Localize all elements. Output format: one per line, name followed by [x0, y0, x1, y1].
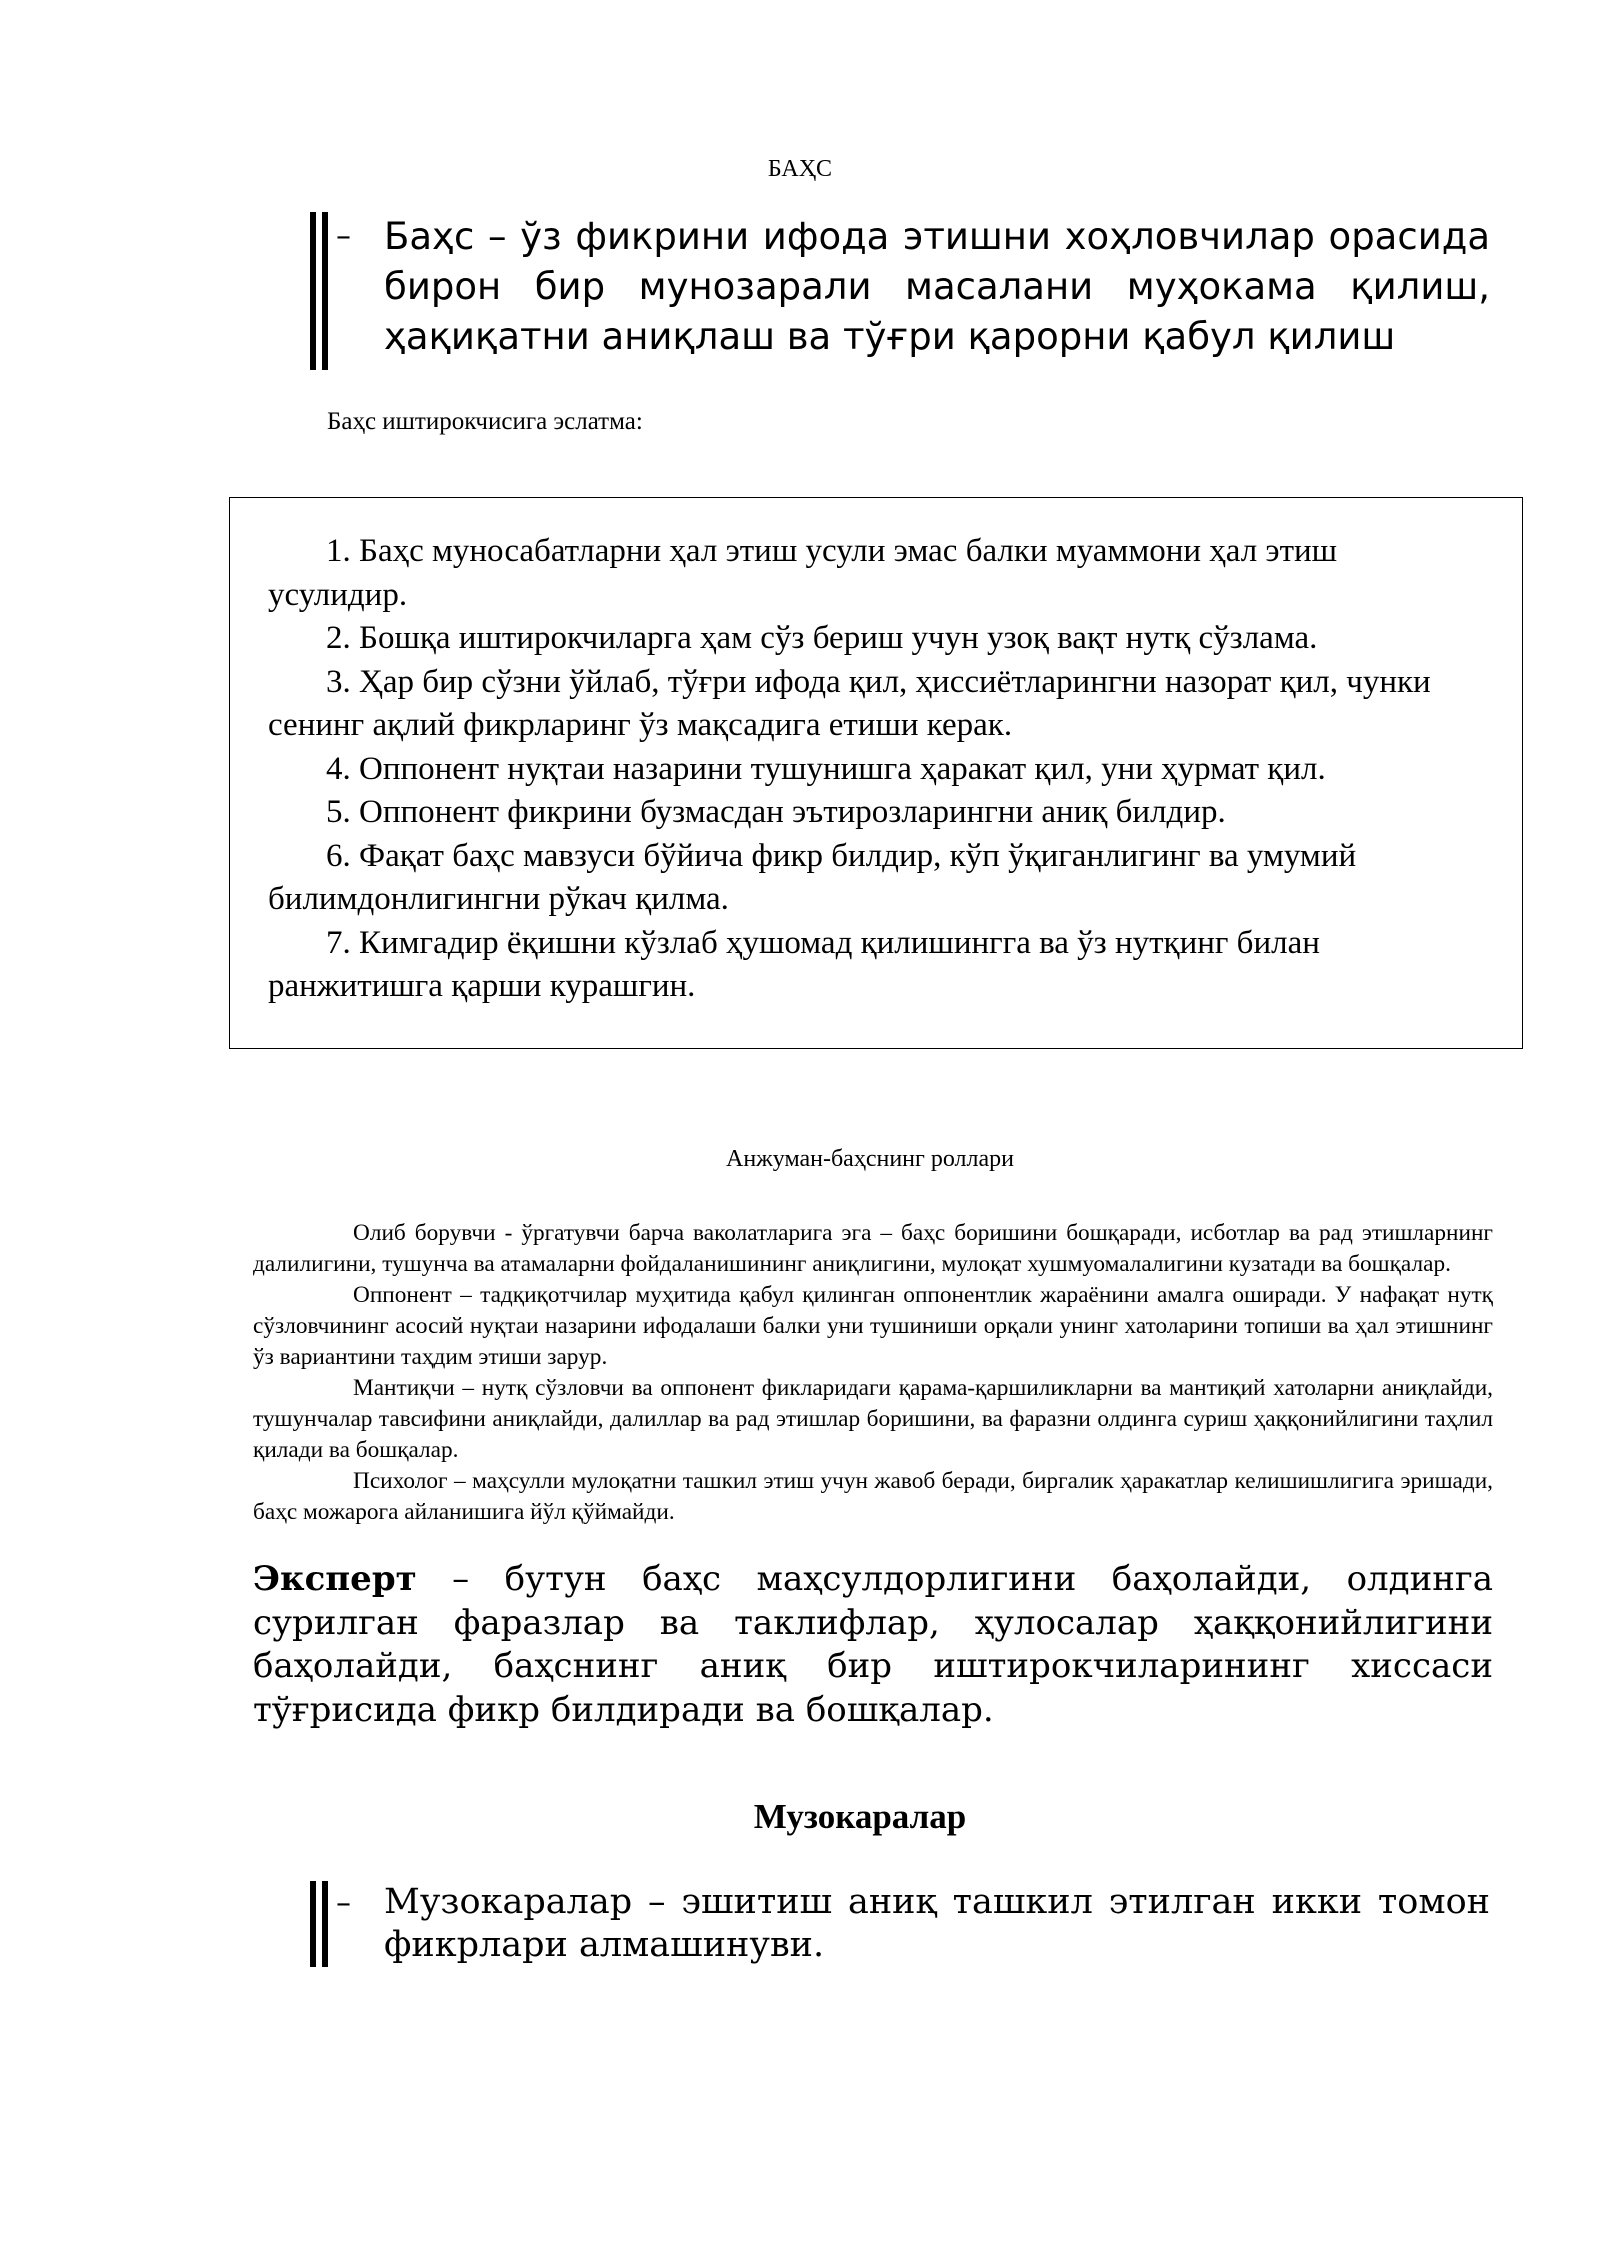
music-definition-text: Музокаралар – эшитиш аниқ ташкил этилган икки томон фикрлари алмашинуви. — [384, 1882, 1490, 1965]
callout-dash: – — [336, 219, 351, 254]
expert-paragraph — [253, 1558, 1493, 1732]
expert-text: – бутун баҳс маҳсулдорлигини баҳолайди, олдинга сурилган фаразлар ва таклифлар, ҳулосалар ҳаққонийлигини баҳолайди, баҳснинг аниқ бир иштирокчиларининг хиссаси тўғрисида фикр билдиради ва бошқалар. — [253, 1559, 1493, 1730]
rule-item: 3. Ҳар бир сўзни ўйлаб, тўғри ифода қил, ҳиссиётларингни назорат қил, чунки сенинг ақлий фикрларинг ўз мақсадига етиши керак. — [268, 663, 1431, 743]
role-paragraph: Психолог – маҳсулли мулоқатни ташкил этиш учун жавоб беради, биргалик ҳаракатлар келишишлигига эришади, баҳс можарога айланишига йўл қўймайди. — [253, 1468, 1493, 1525]
callout-dash: – — [336, 1886, 351, 1921]
rule-item: 6. Фақат баҳс мавзуси бўйича фикр билдир, кўп ўқиганлигинг ва умумий билимдонлигингни рўкач қилма. — [268, 837, 1357, 917]
page-title: БАҲС — [767, 156, 833, 182]
role-paragraph: Мантиқчи – нутқ сўзловчи ва оппонент фикларидаги қарама-қаршиликларни ва мантиқий хатоларни аниқлайди, тушунчалар тавсифини аниқлайди, далиллар ва рад этишлар боришини, ва фаразни олдинга суриш ҳаққонийлигини таҳлил қилади ва бошқалар. — [253, 1375, 1493, 1463]
music-title: Музокаралар — [753, 1797, 967, 1836]
role-paragraph: Олиб борувчи - ўргатувчи барча ваколатларига эга – баҳс боришини бошқаради, исботлар ва рад этишларнинг далилигини, тушунча ва атамаларни фойдаланишининг аниқлигини, мулоқат хушмуомалалигини кузатади ва бошқалар. — [253, 1220, 1493, 1277]
music-definition-callout — [310, 1881, 1490, 1967]
rule-item: 2. Бошқа иштирокчиларга ҳам сўз бериш учун узоқ вақт нутқ сўзлама. — [326, 620, 1318, 656]
rule-item: 5. Оппонент фикрини бузмасдан эътирозларингни аниқ билдир. — [326, 794, 1226, 830]
rule-item: 4. Оппонент нуқтаи назарини тушунишга ҳаракат қил, уни ҳурмат қил. — [326, 750, 1326, 787]
callout-bar — [310, 1881, 328, 1967]
definition-callout — [310, 212, 1490, 370]
definition-text: Баҳс – ўз фикрини ифода этишни хоҳловчилар орасида бирон бир мунозарали масалани муҳокама қилиш, ҳақиқатни аниқлаш ва тўғри қарорни қабул қилиш — [384, 215, 1490, 358]
rules-box — [229, 497, 1523, 1049]
callout-bar — [310, 212, 328, 370]
expert-term: Эксперт — [253, 1559, 417, 1599]
role-paragraph: Оппонент – тадқиқотчилар муҳитида қабул қилинган оппонентлик жараёнини амалга оширади. У нафақат нутқ сўзловчининг асосий нуқтаи назарини ифодалаши балки уни тушиниши орқали унинг хатоларини топиши ва ҳал этишнинг ўз вариантини таҳдим этиши зарур. — [253, 1282, 1493, 1370]
roles-title: Анжуман-баҳснинг роллари — [726, 1146, 1014, 1172]
roles-section — [253, 1218, 1493, 1528]
rule-item: 1. Баҳс муносабатларни ҳал этиш усули эмас балки муаммони ҳал этиш усулидир. — [268, 533, 1338, 613]
rules-list — [230, 498, 1522, 1009]
rule-item: 7. Кимгадир ёқишни кўзлаб ҳушомад қилишингга ва ўз нутқинг билан ранжитишга қарши курашгин. — [268, 924, 1320, 1004]
memo-label: Баҳс иштирокчисига эслатма: — [327, 408, 643, 435]
